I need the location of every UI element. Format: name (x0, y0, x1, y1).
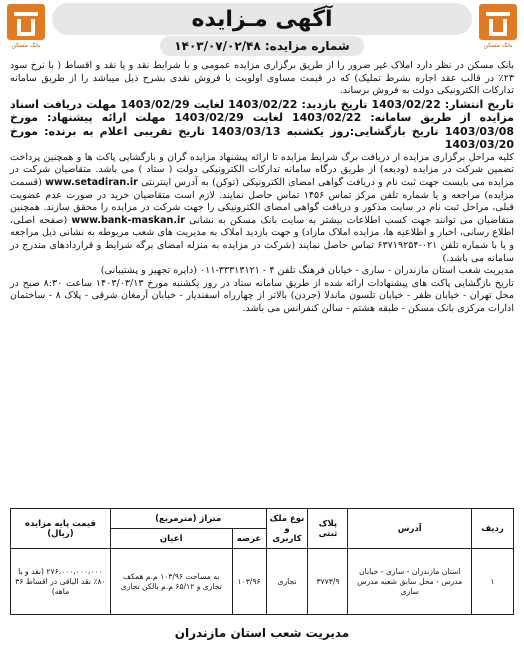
header-plak: پلاک ثبتی (308, 509, 348, 549)
cell-arse: ۱۰۳/۹۶ (232, 549, 266, 615)
table-row (11, 549, 514, 615)
header-arse: عرصه (232, 529, 266, 549)
branch-address-paragraph: مدیریت شعب استان مازندران - ساری - خیابان فرهنگ تلفن ۴ - ۳۳۳۱۳۱۲۱-۰۱۱ (دایره تجهیز و پشتیبانی) (100, 265, 514, 277)
procedure-text-1: کلیه مراحل برگزاری مزایده از دریافت برگ شرایط مزایده تا ارائه پیشنهاد مزایده گران و بازگشایی پاکت ها و همچنین پرداخت تضمین شرکت در مزایده (ودیعه) از طریق درگاه سامانه تدارکات الکترونیکی دولت ( ستاد ) می باشد. متقاضیان شرکت در مزایده می بایست جهت ثبت نام و دریافت گواهی امضای الکترونیکی (توکن) به آدرس اینترنتی (10, 151, 514, 188)
logo-caption-left: بانک مسکن (11, 42, 41, 49)
notice-body (10, 60, 514, 316)
logo-caption-right: بانک مسکن (483, 42, 513, 49)
bank-maskan-link[interactable]: www.bank-maskan.ir (71, 214, 186, 226)
cell-type: تجاری (266, 549, 308, 615)
procedure-text-3: (صفحه اصلی، اطلاع رسانی، اخبار و اطلاعیه ها، مزایده املاک مازاد) و جهت بازدید املاک به مدیریت های شعب مربوطه به نشانی ذیل مراجعه و یا با شماره تلفن ۰۲۱-۶۳۷۱۹۲۵۴ تماس حاصل نمایند (شرکت در مزایده به منزله امضای برگه شرایط و قراردادهای مندرج در سامانه می باشد.) (10, 214, 514, 264)
bank-logo-left (4, 4, 48, 52)
setadiran-link[interactable]: www.setadiran.ir (45, 176, 138, 188)
header-ayan: اعیان (110, 529, 232, 549)
intro-paragraph: بانک مسکن در نظر دارد املاک غیر ضرور را از طریق برگزاری مزایده عمومی و با شرایط نقد و یا نقد و اقساط ( با نرخ سود ۲۳٪ در قالب عقد اجاره بشرط تملیک) که در قیمت مساوی اولویت با فروش نقدی بشرح ذیل میباشد را از طریق سامانه تدارکات الکترونیکی دولت به فروش برساند. (10, 60, 514, 97)
bank-maskan-logo-icon (479, 4, 517, 40)
footer-signature: مدیریت شعب استان مازندران (174, 626, 350, 640)
property-table (10, 508, 514, 615)
cell-plak: ۳۷۷۳/۹ (308, 549, 348, 615)
notice-title: آگهی مـزایده (191, 6, 333, 32)
header-type: نوع ملک و کاربری (266, 509, 308, 549)
cell-ayan: به مساحت ۱۰۳/۹۶ م.م همکف تجاری و ۶۵/۱۲ م.م بالکن تجاری (110, 549, 232, 615)
cell-price: ۲۷۶،۰۰۰،۰۰۰،۰۰۰ (نقد و یا ۸۰٪ نقد الباقی در اقساط ۳۶ ماهه) (11, 549, 111, 615)
header-area: متراژ (مترمربع) (110, 509, 266, 529)
auction-number-band (160, 36, 364, 56)
title-band (52, 3, 472, 35)
header-row-number: ردیف (472, 509, 514, 549)
procedure-paragraph (10, 152, 514, 265)
bank-logo-right (476, 4, 520, 52)
cell-address: استان مازندران - ساری - خیابان مدرس - محل سابق شعبه مدرس ساری (348, 549, 472, 615)
dates-paragraph: تاریخ انتشار: 1403/02/22 تاریخ بازدید: 1403/02/22 لغایت 1403/02/29 مهلت دریافت اسناد مزایده از طریق سامانه: 1403/02/22 لغایت 1403/02/29 مهلت ارائه پیشنهاد: مورخ 1403/03/08 تاریخ بازگشایی:روز یکشنبه 1403/03/13 تاریخ تقریبی اعلام به برنده: مورخ 1403/03/20 (10, 97, 515, 152)
cell-row-number: ۱ (472, 549, 514, 615)
header-price: قیمت پایه مزایده (ریال) (11, 509, 111, 549)
header-address: آدرس (348, 509, 472, 549)
bank-maskan-logo-icon (7, 4, 45, 40)
notice-header (0, 0, 524, 60)
auction-number: شماره مزایده: ۱۴۰۳/۰۷/۰۲/۴۸ (174, 39, 350, 53)
procedure-text-2: (قسمت مزایده) مراجعه و یا شماره تلفن مرکز تماس ۱۴۵۶ تماس حاصل نمایند. لازم است متقاضیان خرید در صورت عدم عضویت قبلی، مراحل ثبت نام در سایت مذکور و دریافت گواهی امضای الکترونیکی را جهت شرکت در مزایده را محقق سازند. همچنین متقاضیان می توانند جهت کسب اطلاعات بیشتر به سایت بانک مسکن به نشانی (10, 176, 514, 226)
opening-paragraph: تاریخ بازگشایی پاکت های پیشنهادات ارائه شده از طریق سامانه ستاد در روز یکشنبه مورخ ۱۴۰۳/۰۳/۱۳ ساعت ۸:۳۰ صبح در محل تهران - خیابان ظفر - خیابان تلسون ماندلا (جردن) بالاتر از چهارراه اسفندیار - خیابان آرمغان شرقی - پلاک ۸ - ساختمان ادارات مرکزی بانک مسکن - طبقه هشتم - سالن کنفرانس می باشد. (10, 277, 514, 314)
